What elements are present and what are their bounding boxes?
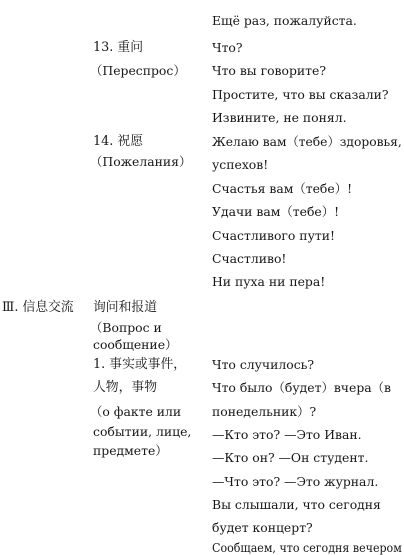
phrase-line: Счастливо! xyxy=(212,251,287,266)
item-13-title: 13. 重问 xyxy=(93,40,144,55)
item-1-subtitle-line: （о факте или xyxy=(90,404,182,419)
phrase-line: Что было（будет）вчера（в xyxy=(212,380,392,395)
phrase-line: Удачи вам（тебе）! xyxy=(212,204,340,219)
item-14-title: 14. 祝愿 xyxy=(93,134,144,149)
item-13-subtitle: （Переспрос） xyxy=(90,63,186,78)
section-label: Ⅲ. 信息交流 xyxy=(2,300,74,315)
topic-subtitle-line: сообщение） xyxy=(93,337,178,352)
phrase-line: успехов! xyxy=(212,157,269,172)
phrase-line: Что вы говорите? xyxy=(212,63,327,78)
phrase-line: —Что это? —Это журнал. xyxy=(212,474,379,489)
phrase-line: Вы слышали, что сегодня xyxy=(212,497,381,512)
phrase-line: понедельник）? xyxy=(212,404,317,419)
topic-subtitle-line: （Вопрос и xyxy=(90,320,162,335)
item-1-title-line: 人物，事物 xyxy=(93,380,157,395)
item-1-title-line: 1. 事实或事件， xyxy=(93,357,187,372)
phrase-line: Желаю вам（тебе）здоровья, xyxy=(212,134,402,149)
item-1-subtitle-line: предмете） xyxy=(93,443,168,458)
phrase-line: —Кто это? —Это Иван. xyxy=(212,427,362,442)
phrase-line: Извините, не понял. xyxy=(212,110,347,125)
phrase-line: Ещё раз, пожалуйста. xyxy=(212,13,357,28)
phrase-line: Счастья вам（тебе）! xyxy=(212,181,353,196)
phrase-line: Сообщаем, что сегодня вечером xyxy=(212,540,402,555)
phrase-line: —Кто он? —Он студент. xyxy=(212,450,369,465)
phrase-line: Что случилось? xyxy=(212,357,315,372)
phrase-line: будет концерт? xyxy=(212,520,313,535)
phrase-line: Что? xyxy=(212,40,243,55)
phrase-line: Простите, что вы сказали? xyxy=(212,87,389,102)
topic-title: 询问和报道 xyxy=(93,300,157,315)
phrase-line: Ни пуха ни пера! xyxy=(212,274,326,289)
item-1-subtitle-line: событии, лице, xyxy=(93,424,192,439)
item-14-subtitle: （Пожелания） xyxy=(90,154,192,169)
phrase-line: Счастливого пути! xyxy=(212,228,335,243)
